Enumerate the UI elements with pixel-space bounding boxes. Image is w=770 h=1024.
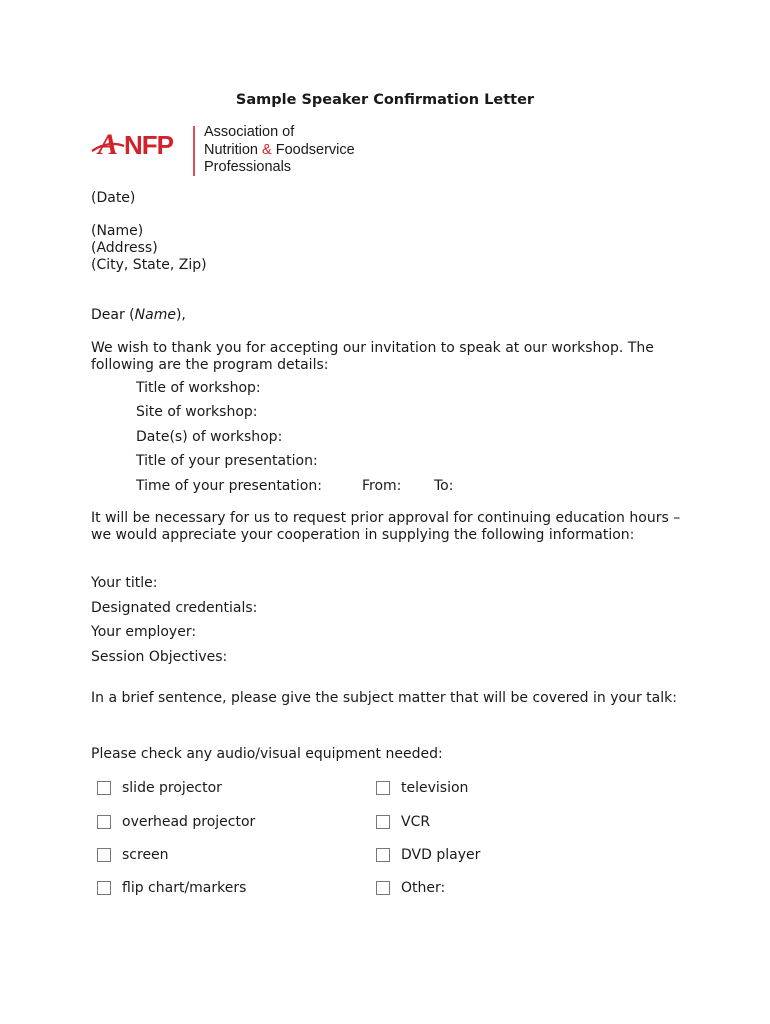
workshop-title-field: Title of workshop:: [136, 380, 261, 396]
salutation-name: Name: [134, 307, 176, 323]
presentation-time-field: Time of your presentation:: [136, 478, 322, 494]
overhead-projector-label: overhead projector: [122, 814, 256, 830]
logo-ampersand: &: [262, 141, 272, 158]
vcr-checkbox[interactable]: [376, 815, 390, 829]
recipient-name: (Name): [91, 223, 144, 239]
credentials-field: Designated credentials:: [91, 600, 258, 616]
flip-chart-checkbox[interactable]: [97, 881, 111, 895]
television-checkbox[interactable]: [376, 781, 390, 795]
logo-line-2: Nutrition & Foodservice: [204, 141, 355, 158]
anfp-logo-mark: [90, 124, 200, 178]
slide-projector-checkbox[interactable]: [97, 781, 111, 795]
other-checkbox[interactable]: [376, 881, 390, 895]
dvd-player-checkbox[interactable]: [376, 848, 390, 862]
other-label: Other:: [401, 880, 446, 896]
subject-prompt: In a brief sentence, please give the subject matter that will be covered in your talk:: [91, 690, 677, 706]
svg-text:A: A: [98, 128, 119, 161]
workshop-site-field: Site of workshop:: [136, 404, 258, 420]
recipient-address: (Address): [91, 240, 158, 256]
letter-title: Sample Speaker Confirmation Letter: [235, 92, 535, 108]
flip-chart-label: flip chart/markers: [122, 880, 247, 896]
employer-field: Your employer:: [91, 624, 197, 640]
workshop-dates-field: Date(s) of workshop:: [136, 429, 283, 445]
television-label: television: [401, 780, 469, 796]
presentation-title-field: Title of your presentation:: [136, 453, 318, 469]
overhead-projector-checkbox[interactable]: [97, 815, 111, 829]
time-from-label: From:: [362, 478, 402, 494]
logo-line-1: Association of: [204, 124, 295, 140]
slide-projector-label: slide projector: [122, 780, 222, 796]
your-title-field: Your title:: [91, 575, 158, 591]
logo-line-3: Professionals: [204, 159, 292, 175]
recipient-city: (City, State, Zip): [91, 257, 207, 273]
logo-org-name: [204, 124, 355, 177]
anfp-logo: [90, 124, 390, 178]
screen-label: screen: [122, 847, 169, 863]
date-placeholder: (Date): [91, 190, 136, 206]
intro-paragraph: We wish to thank you for accepting our invitation to speak at our workshop. The following are the program details:: [91, 340, 654, 373]
dvd-player-label: DVD player: [401, 847, 481, 863]
screen-checkbox[interactable]: [97, 848, 111, 862]
salutation: Dear (Name),: [91, 307, 186, 323]
objectives-field: Session Objectives:: [91, 649, 228, 665]
svg-text:NFP: NFP: [124, 130, 173, 160]
time-to-label: To:: [434, 478, 454, 494]
vcr-label: VCR: [401, 814, 431, 830]
approval-paragraph: It will be necessary for us to request prior approval for continuing education hours – we would appreciate your cooperation in supplying the following information:: [91, 510, 681, 543]
equipment-prompt: Please check any audio/visual equipment needed:: [91, 746, 443, 762]
